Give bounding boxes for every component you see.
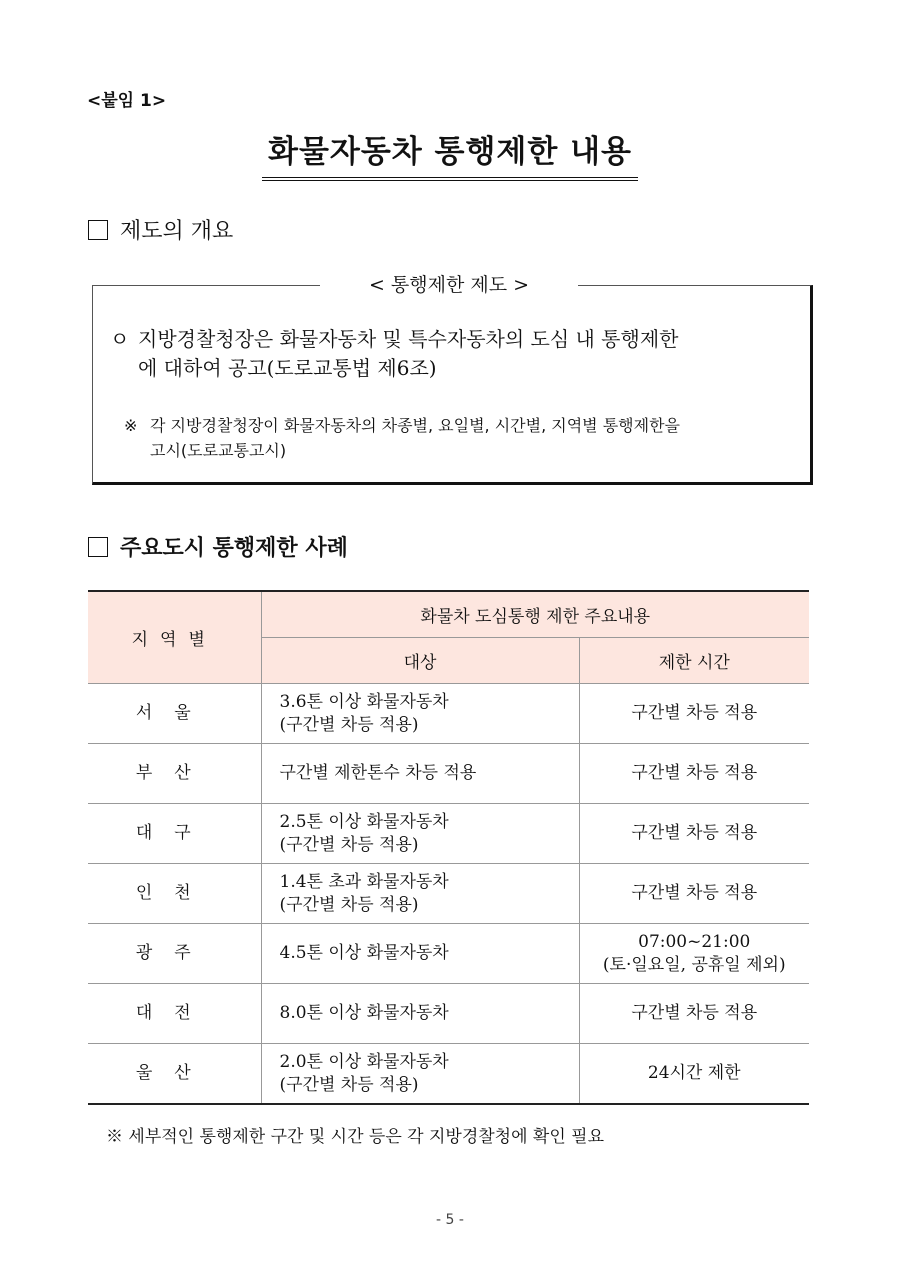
footnote: ※ 세부적인 통행제한 구간 및 시간 등은 각 지방경찰청에 확인 필요 [106,1127,605,1147]
region-cell-line: 대구 [135,823,213,843]
checkbox-square-icon [88,537,108,557]
time-cell [579,1044,809,1105]
time-cell [579,804,809,864]
target-cell-line: (구간별 차등 적용) [279,834,419,855]
target-cell-line: 3.6톤 이상 화물자동차 [279,691,449,712]
region-cell-line: 울산 [135,1063,213,1083]
bullet-line-1: 지방경찰청장은 화물자동차 및 특수자동차의 도심 내 통행제한 [138,327,679,351]
page-title: 화물자동차 통행제한 내용 [262,126,638,181]
table-row [88,924,809,984]
region-cell [88,864,261,924]
region-cell [88,684,261,744]
target-cell-line: 1.4톤 초과 화물자동차 [279,871,449,892]
bullet-line-2: 에 대하여 공고(도로교통법 제6조) [138,356,437,380]
target-cell [261,744,579,804]
region-cell [88,804,261,864]
target-cell-line: 4.5톤 이상 화물자동차 [279,943,449,963]
checkbox-square-icon [88,220,108,240]
region-cell [88,744,261,804]
target-cell [261,684,579,744]
time-cell-line: (토·일요일, 공휴일 제외) [602,954,786,975]
region-cell [88,924,261,984]
target-cell-line: (구간별 차등 적용) [279,894,419,915]
region-cell-line: 광주 [135,943,213,963]
region-cell-line: 부산 [135,763,213,783]
header-group: 화물차 도심통행 제한 주요내용 [261,591,809,638]
table-row [88,744,809,804]
target-cell [261,984,579,1044]
time-cell-line: 24시간 제한 [647,1063,741,1083]
region-cell-line: 서울 [135,703,213,723]
table-row [88,684,809,744]
section-heading-text: 제도의 개요 [120,219,234,244]
frame-title: < 통행제한 제도 > [320,270,578,297]
time-cell-line: 구간별 차등 적용 [631,763,758,783]
time-cell-line: 07:00~21:00 [638,931,751,952]
time-cell [579,864,809,924]
region-cell [88,1044,261,1105]
section-overview-heading [88,214,233,245]
note-line-1: 각 지방경찰청장이 화물자동차의 차종별, 요일별, 시간별, 지역별 통행제한을 [150,416,680,435]
target-cell [261,1044,579,1105]
table-row [88,804,809,864]
bullet-mark: ㅇ [110,327,130,351]
header-time: 제한 시간 [579,638,809,684]
table-row [88,984,809,1044]
time-cell-line: 구간별 차등 적용 [631,703,758,723]
table-row [88,864,809,924]
region-cell-line: 대전 [135,1003,213,1023]
target-cell [261,924,579,984]
region-cell [88,984,261,1044]
header-region: 지역별 [88,591,261,684]
time-cell [579,984,809,1044]
target-cell-line: 2.5톤 이상 화물자동차 [279,811,449,832]
note-line-2: 고시(도로교통고시) [150,441,287,460]
target-cell [261,864,579,924]
target-cell-line: (구간별 차등 적용) [279,1074,419,1095]
target-cell-line: 8.0톤 이상 화물자동차 [279,1003,449,1023]
time-cell-line: 구간별 차등 적용 [631,1003,758,1023]
section-heading-text: 주요도시 통행제한 사례 [120,535,348,561]
time-cell [579,744,809,804]
time-cell [579,684,809,744]
section-cases-heading [88,531,348,562]
overview-bullet [110,325,810,383]
attachment-label: <붙임 1> [87,91,167,111]
title-wrap [0,126,900,181]
region-cell-line: 인천 [135,883,213,903]
target-cell [261,804,579,864]
note-mark: ※ [124,416,138,435]
target-cell-line: 2.0톤 이상 화물자동차 [279,1051,449,1072]
restriction-table [88,590,809,1105]
table-row [88,1044,809,1105]
target-cell-line: 구간별 제한톤수 차등 적용 [279,763,477,783]
target-cell-line: (구간별 차등 적용) [279,714,419,735]
overview-note [124,413,808,463]
page-number: - 5 - [436,1212,464,1228]
header-target: 대상 [261,638,579,684]
time-cell [579,924,809,984]
time-cell-line: 구간별 차등 적용 [631,883,758,903]
time-cell-line: 구간별 차등 적용 [631,823,758,843]
